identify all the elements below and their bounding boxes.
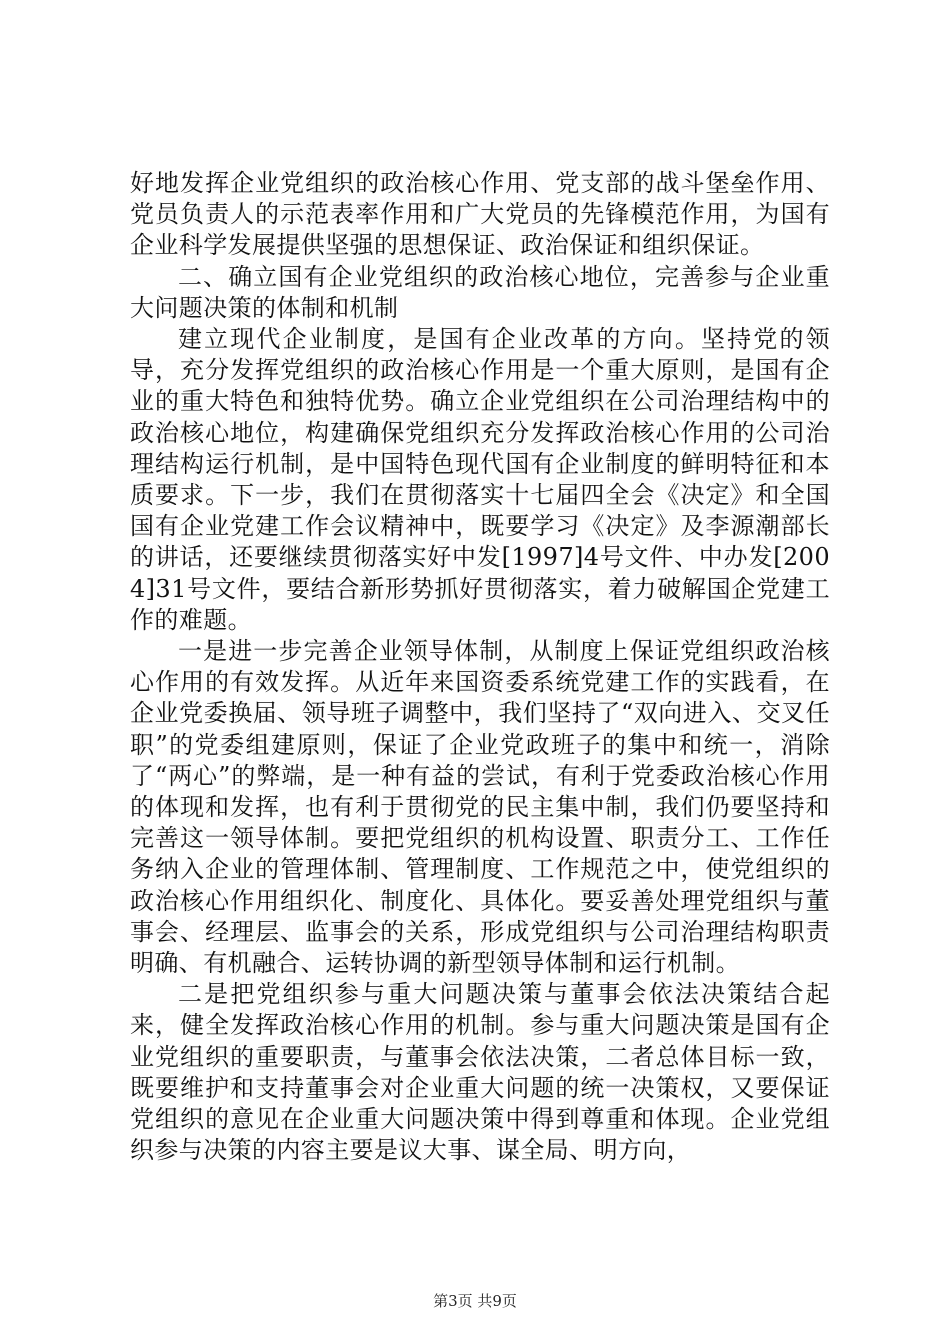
paragraph-leadership-system: 一是进一步完善企业领导体制，从制度上保证党组织政治核心作用的有效发挥。从近年来国资委系统党建工作的实践看，在企业党委换届、领导班子调整中，我们坚持了“双向进入、交叉任职”的党委组建原则，保证了企业党政班子的集中和统一，消除了“两心”的弊端，是一种有益的尝试，有利于党委政治核心作用的体现和发挥，也有利于贯彻党的民主集中制，我们仍要坚持和完善这一领导体制。要把党组织的机构设置、职责分工、工作任务纳入企业的管理体制、管理制度、工作规范之中，使党组织的政治核心作用组织化、制度化、具体化。要妥善处理党组织与董事会、经理层、监事会的关系，形成党组织与公司治理结构职责明确、有机融合、运转协调的新型领导体制和运行机制。 — [130, 637, 830, 978]
paragraph-modern-enterprise: 建立现代企业制度，是国有企业改革的方向。坚持党的领导，充分发挥党组织的政治核心作用是一个重大原则，是国有企业的重大特色和独特优势。确立企业党组织在公司治理结构中的政治核心地位，构建确保党组织充分发挥政治核心作用的公司治理结构运行机制，是中国特色现代国有企业制度的鲜明特征和本质要求。下一步，我们在贯彻落实十七届四全会《决定》和全国国有企业党建工作会议精神中，既要学习《决定》及李源潮部长的讲话，还要继续贯彻落实好中发[1997]4号文件、中办发[2004]31号文件，要结合新形势抓好贯彻落实，着力破解国企党建工作的难题。 — [130, 325, 830, 634]
section-heading: 二、确立国有企业党组织的政治核心地位，完善参与企业重大问题决策的体制和机制 — [130, 262, 830, 322]
paragraph-continuation: 好地发挥企业党组织的政治核心作用、党支部的战斗堡垒作用、党员负责人的示范表率作用和广大党员的先锋模范作用，为国有企业科学发展提供坚强的思想保证、政治保证和组织保证。 — [130, 169, 830, 260]
document-body — [130, 168, 830, 1167]
page-footer: 第3页 共9页 — [433, 1292, 517, 1310]
paragraph-decision-making: 二是把党组织参与重大问题决策与董事会依法决策结合起来，健全发挥政治核心作用的机制。参与重大问题决策是国有企业党组织的重要职责，与董事会依法决策，二者总体目标一致，既要维护和支持董事会对企业重大问题的统一决策权，又要保证党组织的意见在企业重大问题决策中得到尊重和体现。企业党组织参与决策的内容主要是议大事、谋全局、明方向， — [130, 980, 830, 1165]
